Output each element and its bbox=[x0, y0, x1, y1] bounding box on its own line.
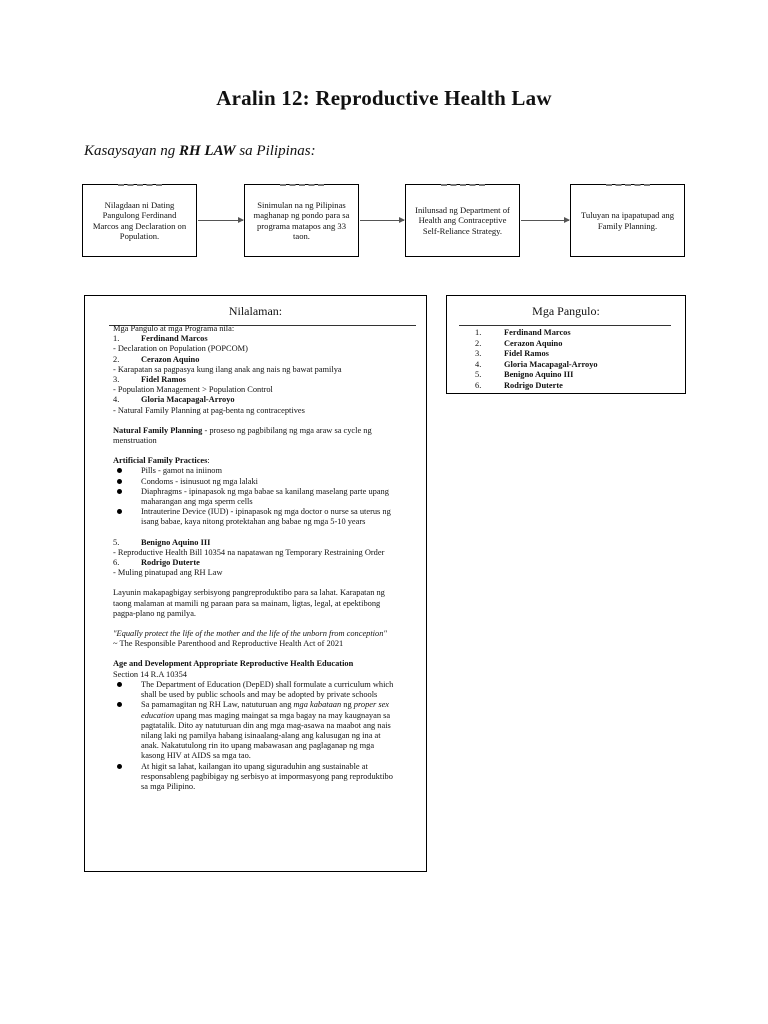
nilalaman-panel bbox=[84, 295, 427, 872]
timeline-box-2 bbox=[244, 184, 359, 257]
dash-decoration bbox=[606, 184, 650, 186]
subtitle-post: sa Pilipinas: bbox=[235, 143, 316, 159]
arrow-right-icon bbox=[198, 220, 243, 221]
president-4-desc: - Natural Family Planning at pag-benta ng contraceptives bbox=[113, 405, 305, 415]
intro-text: Mga Pangulo at mga Programa nila: bbox=[113, 324, 235, 333]
list-item: 1. Ferdinand Marcos bbox=[475, 328, 571, 337]
nilalaman-heading: Nilalaman: bbox=[228, 304, 283, 318]
dash-decoration bbox=[118, 184, 162, 186]
divider bbox=[459, 325, 671, 326]
president-1: 1. Ferdinand Marcos bbox=[113, 334, 208, 344]
quote-source: ~ The Responsible Parenthood and Reproductive Health Act of 2021 bbox=[113, 639, 344, 649]
afp-list bbox=[113, 466, 398, 527]
list-item: The Department of Education (DepED) shall formulate a curriculum which shall be used by public schools and may be adopted by private schools bbox=[113, 680, 398, 700]
timeline-text-2: Sinimulan na ng Pilipinas maghanap ng pondo para sa programa matapos ang 33 taon. bbox=[253, 199, 350, 241]
list-item: Diaphragms - ipinapasok ng mga babae sa kanilang maselang parte upang maharangan ang mga sperm cells bbox=[113, 487, 398, 507]
timeline-text-1: Nilagdaan ni Dating Pangulong Ferdinand Marcos ang Declaration on Population. bbox=[92, 199, 187, 241]
adarhe-list bbox=[113, 680, 398, 792]
dash-decoration bbox=[280, 184, 324, 186]
layunin-text: Layunin makapagbigay serbisyong pangreproduktibo para sa lahat. Karapatan ng taong malaman at mamili ng paraan para sa mainam, ligtas, legal, at epektibong pagpa-plano ng pamilya. bbox=[113, 588, 385, 618]
president-2: 2. Cerazon Aquino bbox=[113, 354, 200, 364]
list-item: At higit sa lahat, kailangan ito upang siguraduhin ang sustainable at responsableng pagbibigay ng serbisyo at impormasyong pang reproduktibo sa mga Pilipino. bbox=[113, 762, 398, 793]
timeline-text-3: Inilunsad ng Department of Health ang Contraceptive Self-Reliance Strategy. bbox=[415, 204, 510, 236]
president-4: 4. Gloria Macapagal-Arroyo bbox=[113, 395, 235, 405]
subtitle-pre: Kasaysayan ng bbox=[84, 143, 179, 159]
president-2-desc: - Karapatan sa pagpasya kung ilang anak ang nais ng bawat pamilya bbox=[113, 364, 342, 374]
adarhe-title: Age and Development Appropriate Reproductive Health Education bbox=[113, 659, 354, 669]
list-item: 3. Fidel Ramos bbox=[475, 349, 549, 359]
page-title: Aralin 12: Reproductive Health Law bbox=[216, 86, 552, 110]
president-5-desc: - Reproductive Health Bill 10354 na napatawan ng Temporary Restraining Order bbox=[113, 547, 385, 557]
timeline-box-4 bbox=[570, 184, 685, 257]
timeline-box-3 bbox=[405, 184, 520, 257]
list-item: 5. Benigno Aquino III bbox=[475, 370, 574, 380]
president-6-desc: - Muling pinatupad ang RH Law bbox=[113, 568, 223, 578]
president-6: 6. Rodrigo Duterte bbox=[113, 558, 200, 568]
list-item: 4. Gloria Macapagal-Arroyo bbox=[475, 359, 598, 369]
president-5: 5. Benigno Aquino III bbox=[113, 537, 211, 547]
list-item: Intrauterine Device (IUD) - ipinapasok ng mga doctor o nurse sa uterus ng isang babae, kaya nitong protektahan ang babae ng mga 5-10 years bbox=[113, 507, 398, 527]
subtitle-bold: RH LAW bbox=[179, 143, 236, 159]
afp-heading: Artificial Family Practices: bbox=[113, 456, 210, 466]
list-item: Sa pamamagitan ng RH Law, natuturuan ang mga kabataan ng proper sex education upang mas maging maingat sa mga bagay na may kaugnayan sa pagtatalik. Dito ay natuturuan din ang mga mag-asawa na maabot ang nais nilang laki ng pamilya habang isinaalang-alang ang kalusugan ng ina at anak. Nakatutulong rin ito upang mabawasan ang paglaganap ng mga kasong HIV at AIDS sa mga tao. bbox=[113, 700, 398, 761]
quote-text: "Equally protect the life of the mother and the life of the unborn from conception" bbox=[113, 629, 387, 639]
list-item: 2. Cerazon Aquino bbox=[475, 338, 563, 348]
pangulo-panel bbox=[446, 295, 686, 394]
list-item: Condoms - isinusuot ng mga lalaki bbox=[113, 477, 398, 487]
nilalaman-content bbox=[113, 324, 398, 792]
nfp-definition: Natural Family Planning - proseso ng pagbibilang ng mga araw sa cycle ng menstruation bbox=[113, 425, 372, 446]
president-3: 3. Fidel Ramos bbox=[113, 375, 186, 385]
timeline-text-4: Tuluyan na ipapatupad ang Family Planning. bbox=[580, 210, 674, 231]
president-3-desc: - Population Management > Population Control bbox=[113, 385, 273, 395]
dash-decoration bbox=[441, 184, 485, 186]
arrow-right-icon bbox=[360, 220, 404, 221]
pangulo-heading: Mga Pangulo: bbox=[532, 304, 600, 318]
timeline-box-1 bbox=[82, 184, 197, 257]
list-item: Pills - gamot na iniinom bbox=[113, 466, 398, 476]
president-1-desc: - Declaration on Population (POPCOM) bbox=[113, 344, 248, 354]
pangulo-list bbox=[475, 328, 598, 392]
adarhe-section: Section 14 R.A 10354 bbox=[113, 669, 187, 679]
section-subtitle bbox=[84, 143, 316, 160]
arrow-right-icon bbox=[521, 220, 569, 221]
list-item: 6. Rodrigo Duterte bbox=[475, 380, 563, 390]
